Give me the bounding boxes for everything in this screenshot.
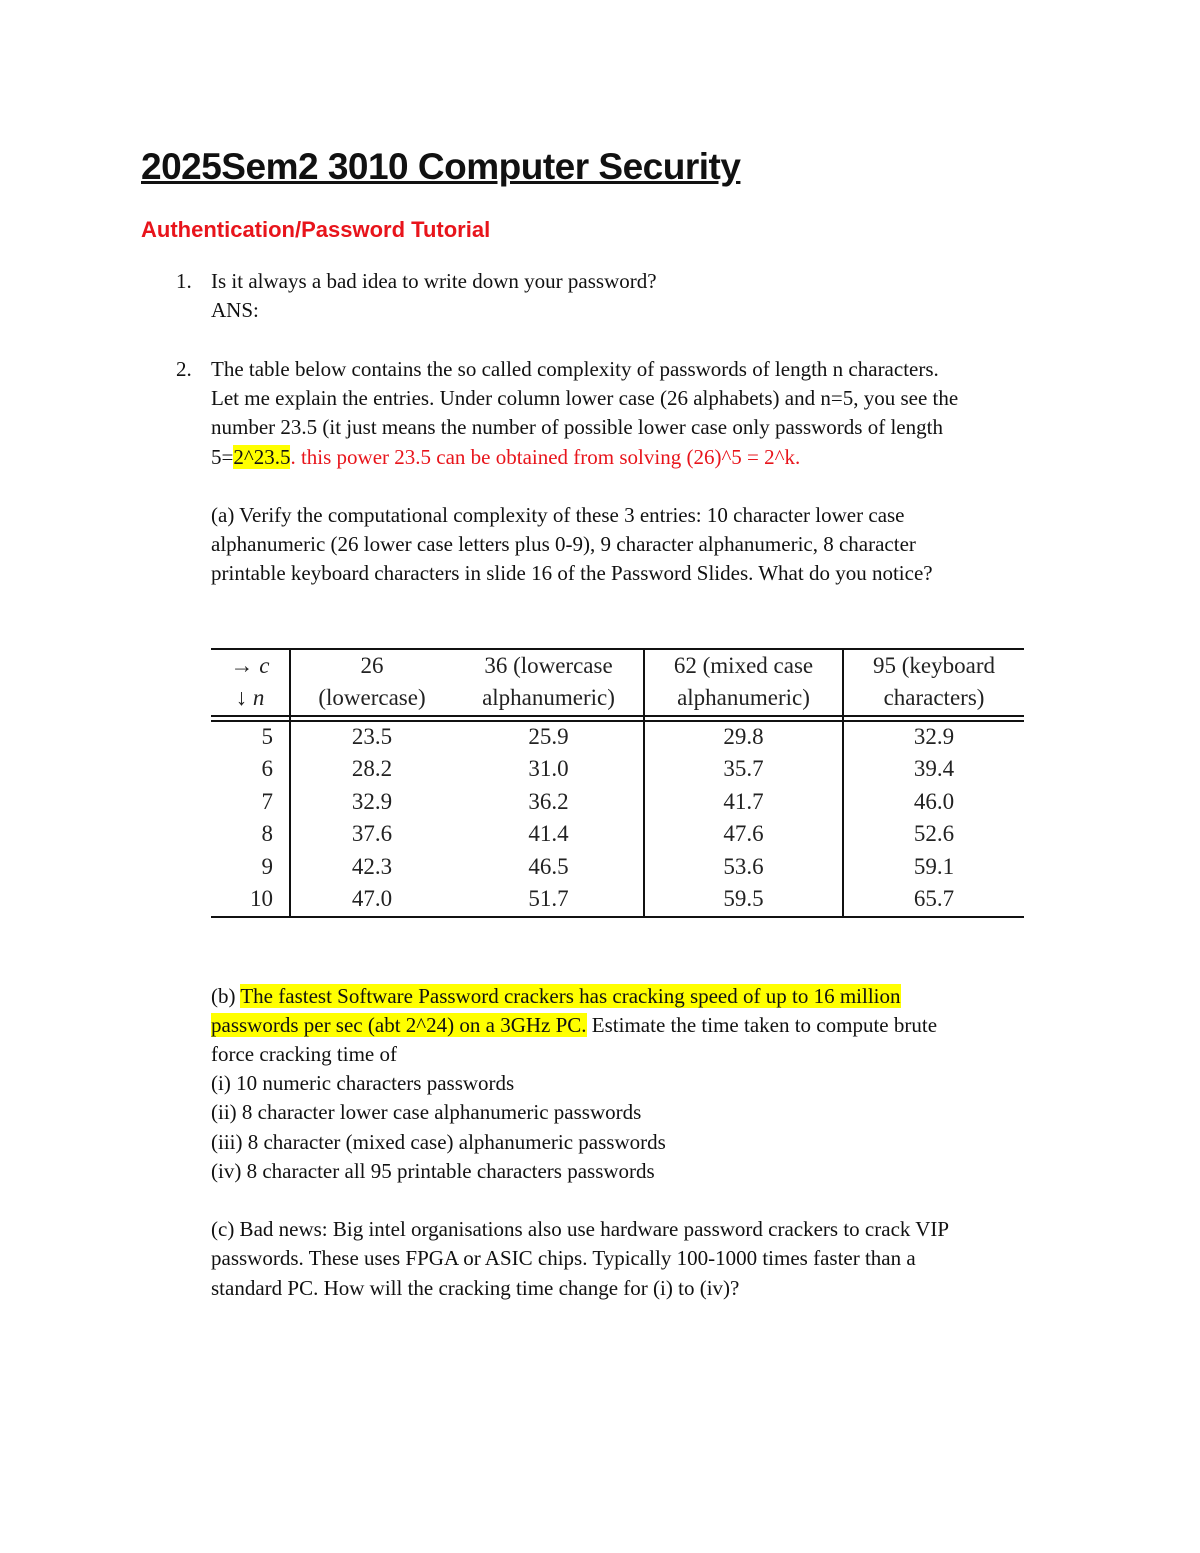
row-n: 9 xyxy=(261,854,273,879)
table-bottom-rule xyxy=(211,916,1024,918)
row-n: 7 xyxy=(261,789,273,814)
q2-intro-line: The table below contains the so called complexity of passwords of length n characters. xyxy=(211,357,939,381)
part-b-highlight: passwords per sec (abt 2^24) on a 3GHz PC. xyxy=(211,1013,587,1037)
header-36: 36 (lowercase xyxy=(484,653,613,678)
part-b-line-1 xyxy=(211,982,901,1011)
q1-answer-label: ANS: xyxy=(211,298,259,322)
header-26: 26 xyxy=(360,653,384,678)
header-36-sub: alphanumeric) xyxy=(482,685,615,710)
q1-number: 1. xyxy=(176,269,192,293)
part-c-line: standard PC. How will the cracking time change for (i) to (iv)? xyxy=(211,1276,740,1300)
table-cell: 42.3 xyxy=(351,854,393,879)
q2-intro-line: Let me explain the entries. Under column lower case (26 alphabets) and n=5, you see the xyxy=(211,386,959,410)
intro-prefix: 5= xyxy=(211,445,234,469)
q2-intro-line: number 23.5 (it just means the number of possible lower case only passwords of length xyxy=(211,415,943,439)
highlighted-power: 2^23.5 xyxy=(233,445,291,469)
table-cell: 65.7 xyxy=(913,886,955,911)
corner-c: → c xyxy=(230,653,270,678)
page-title: 2025Sem2 3010 Computer Security xyxy=(141,146,741,187)
red-explanation: . this power 23.5 can be obtained from solving (26)^5 = 2^k. xyxy=(290,445,801,469)
corner-n: ↓ n xyxy=(235,685,265,710)
part-b-item: (iv) 8 character all 95 printable characters passwords xyxy=(211,1159,655,1183)
row-n: 6 xyxy=(261,756,273,781)
table-cell: 41.7 xyxy=(723,789,764,814)
part-b-item: (i) 10 numeric characters passwords xyxy=(211,1071,515,1095)
header-62-sub: alphanumeric) xyxy=(677,685,810,710)
table-cell: 41.4 xyxy=(528,821,569,846)
row-n: 10 xyxy=(250,886,273,911)
q2-intro-line-last xyxy=(211,443,800,472)
row-n: 5 xyxy=(261,724,273,749)
table-cell: 37.6 xyxy=(351,821,393,846)
table-cell: 47.0 xyxy=(351,886,393,911)
part-b-highlight: The fastest Software Password crackers has cracking speed of up to 16 million xyxy=(240,984,901,1008)
part-b-item: (iii) 8 character (mixed case) alphanumeric passwords xyxy=(211,1130,666,1154)
part-a-line: printable keyboard characters in slide 16 of the Password Slides. What do you notice? xyxy=(211,561,933,585)
part-b-prefix: (b) xyxy=(211,984,241,1008)
part-a-line: alphanumeric (26 lower case letters plus 0-9), 9 character alphanumeric, 8 character xyxy=(211,532,916,556)
table-cell: 46.5 xyxy=(528,854,569,879)
table-cell: 25.9 xyxy=(528,724,569,749)
table-cell: 46.0 xyxy=(913,789,955,814)
part-b-line-2 xyxy=(211,1011,937,1040)
table-cell: 47.6 xyxy=(723,821,764,846)
table-cell: 35.7 xyxy=(723,756,764,781)
table-cell: 32.9 xyxy=(351,789,393,814)
tutorial-subtitle: Authentication/Password Tutorial xyxy=(141,217,491,242)
header-62: 62 (mixed case xyxy=(673,653,814,678)
part-b-line-3: force cracking time of xyxy=(211,1042,397,1066)
table-cell: 36.2 xyxy=(528,789,569,814)
part-a-line: (a) Verify the computational complexity of these 3 entries: 10 character lower case xyxy=(211,503,905,527)
table-cell: 32.9 xyxy=(913,724,955,749)
table-cell: 52.6 xyxy=(913,821,955,846)
row-n: 8 xyxy=(261,821,273,846)
table-cell: 59.5 xyxy=(723,886,764,911)
table-cell: 51.7 xyxy=(528,886,569,911)
table-cell: 28.2 xyxy=(351,756,393,781)
table-cell: 29.8 xyxy=(723,724,764,749)
header-rule xyxy=(211,715,1024,717)
table-cell: 31.0 xyxy=(528,756,569,781)
table-cell: 59.1 xyxy=(913,854,955,879)
part-c-line: passwords. These uses FPGA or ASIC chips. Typically 100-1000 times faster than a xyxy=(211,1246,916,1270)
table-cell: 53.6 xyxy=(723,854,764,879)
table-cell: 23.5 xyxy=(351,724,393,749)
complexity-table xyxy=(211,648,1024,920)
part-b-rest: Estimate the time taken to compute brute xyxy=(586,1013,938,1037)
part-c-line: (c) Bad news: Big intel organisations also use hardware password crackers to crack VIP xyxy=(211,1217,950,1241)
q2-number: 2. xyxy=(176,357,192,381)
header-95-sub: characters) xyxy=(883,685,985,710)
q1-question: Is it always a bad idea to write down your password? xyxy=(211,269,657,293)
header-26-sub: (lowercase) xyxy=(318,685,426,710)
table-cell: 39.4 xyxy=(913,756,955,781)
part-b-item: (ii) 8 character lower case alphanumeric passwords xyxy=(211,1100,642,1124)
header-95: 95 (keyboard xyxy=(873,653,995,678)
